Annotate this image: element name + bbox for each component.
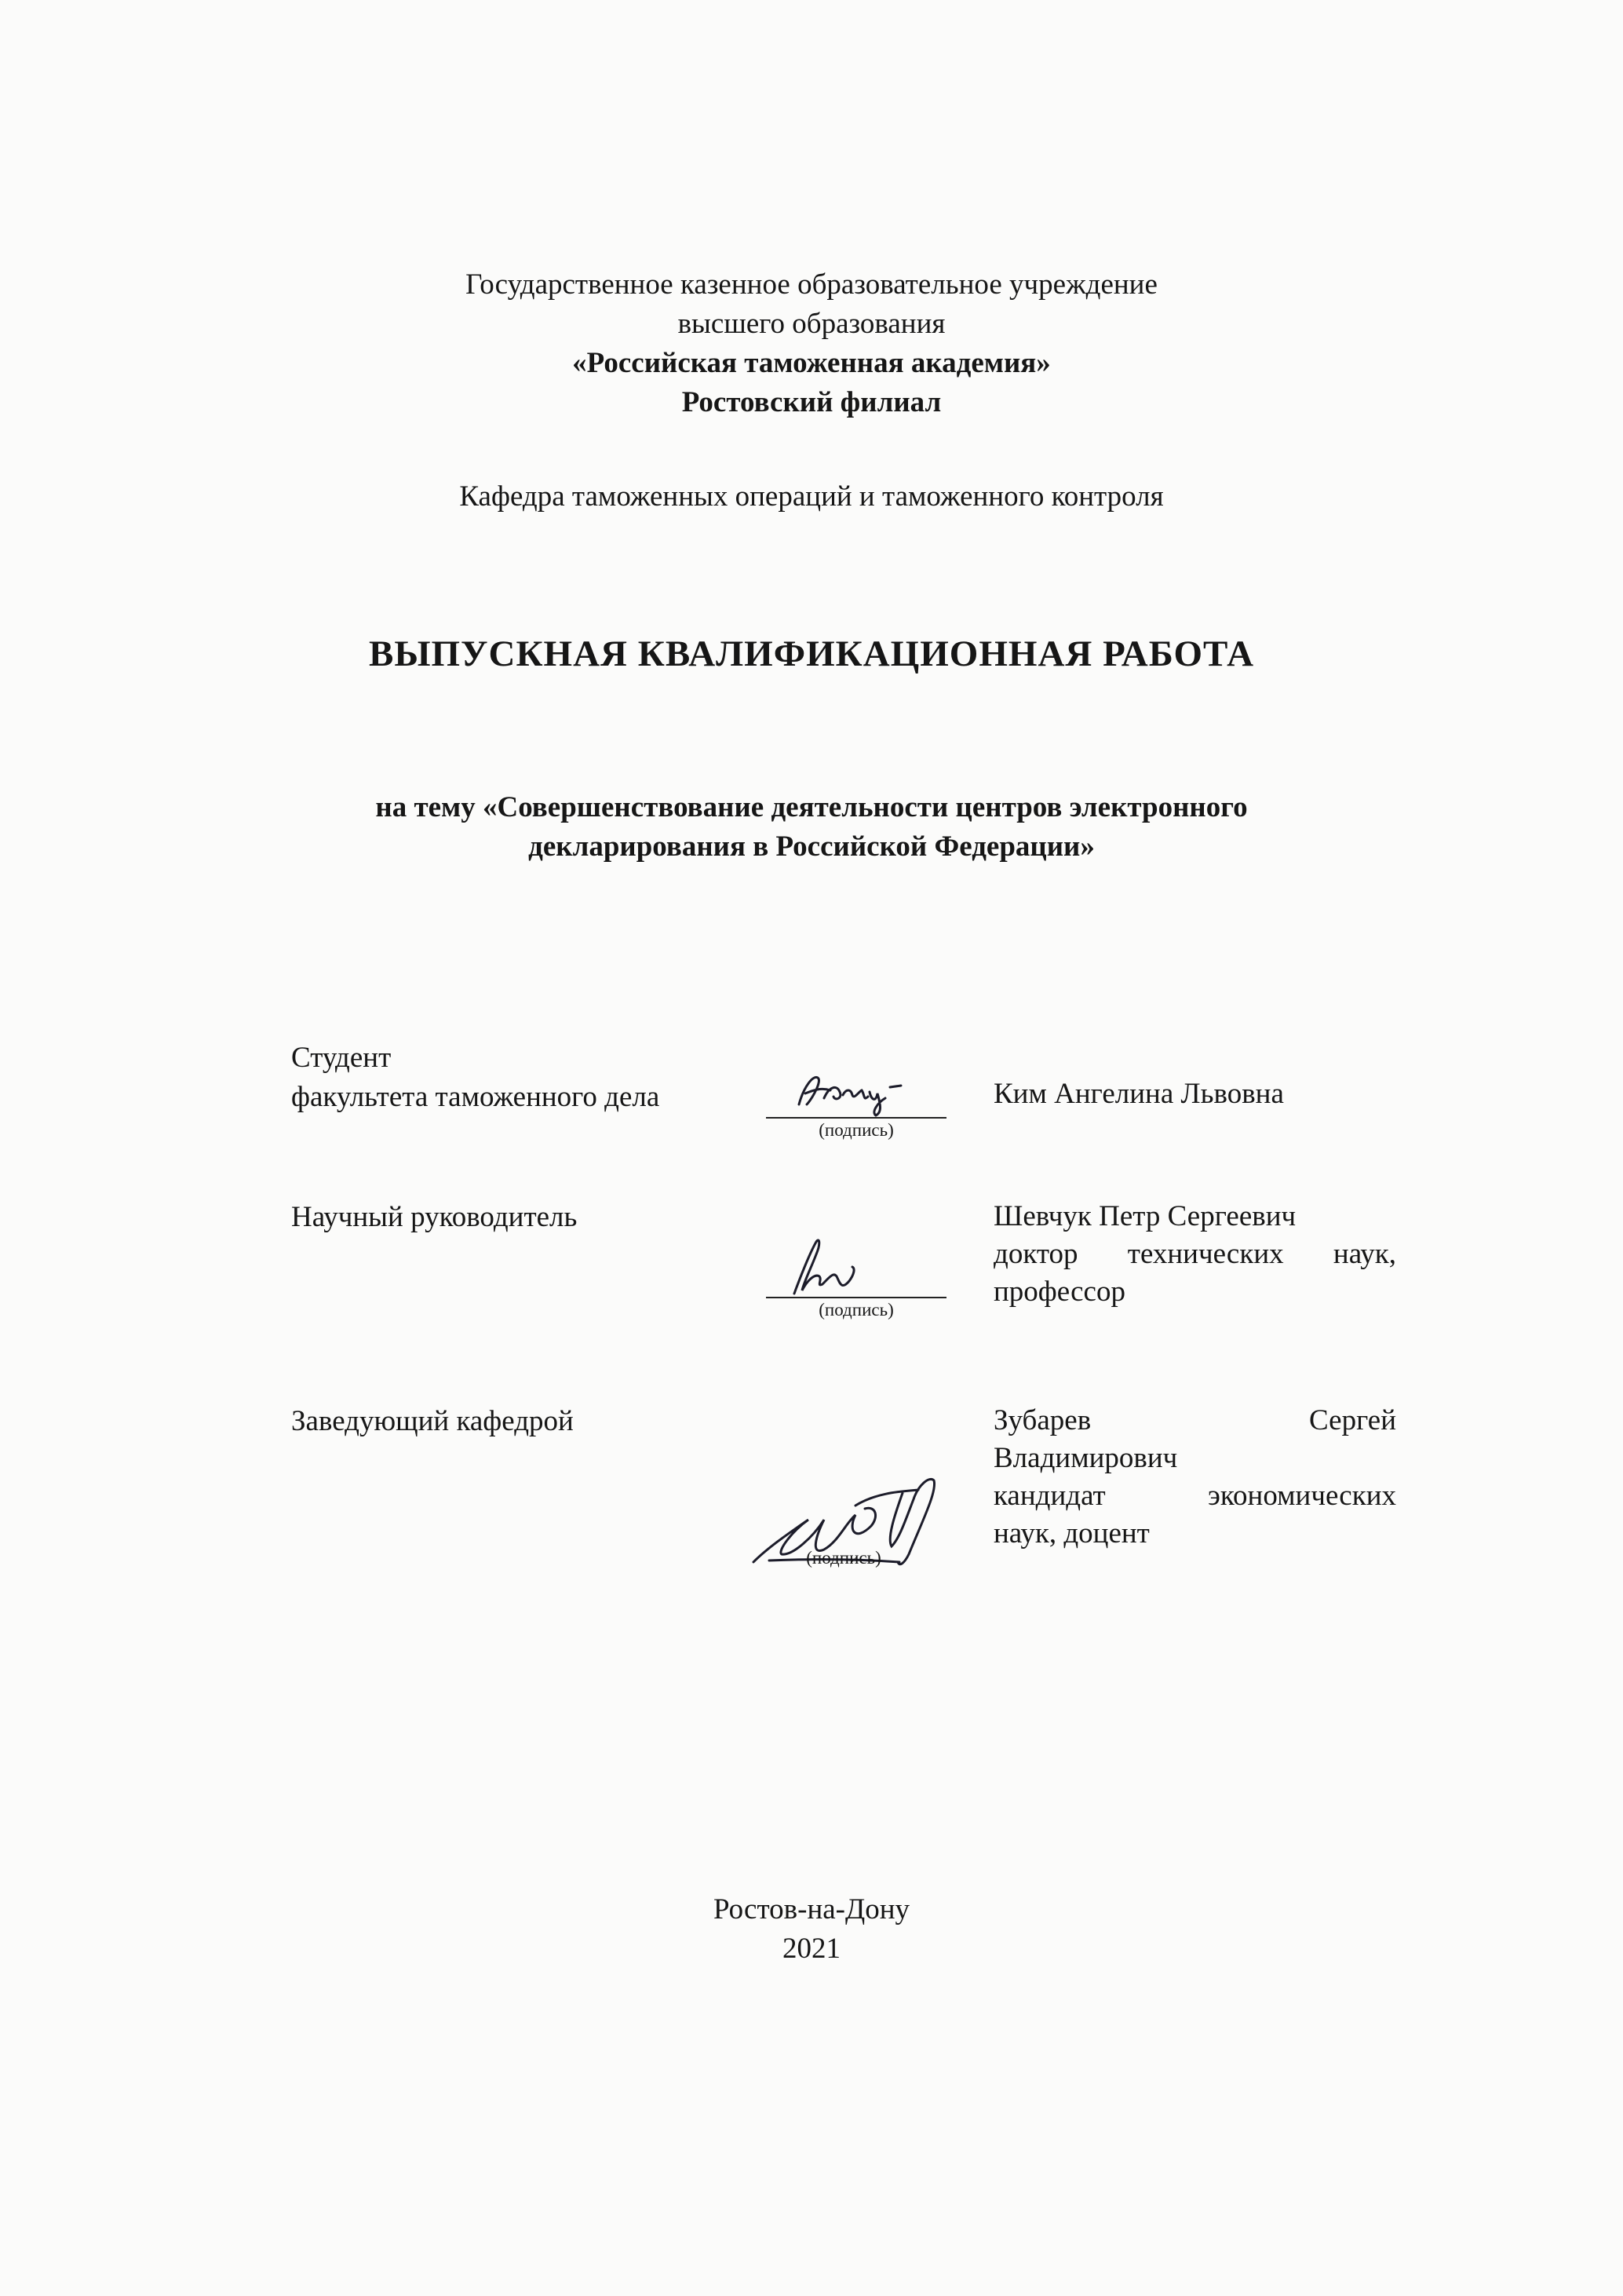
supervisor-name-block [994,1198,1396,1311]
student-name-block [994,1075,1396,1113]
institution-line-2: высшего образования [677,308,946,340]
footer-year: 2021 [782,1933,841,1965]
institution-line-1: Государственное казенное образовательное учреждение [465,268,1158,301]
footer-city: Ростов-на-Дону [713,1893,910,1926]
department-name: Кафедра таможенных операций и таможенного контроля [459,480,1164,513]
supervisor-signature [766,1232,946,1303]
head-role: Заведующий кафедрой [291,1405,574,1437]
supervisor-signature-line [766,1297,946,1298]
supervisor-name: Шевчук Петр Сергеевич [994,1200,1297,1232]
head-degree-line-1: кандидат экономических [994,1480,1396,1512]
student-name: Ким Ангелина Львовна [994,1078,1284,1110]
supervisor-role: Научный руководитель [291,1201,578,1233]
head-name-line-2: Владимирович [994,1442,1178,1474]
supervisor-degree-line-1: доктор технических наук, [994,1238,1396,1270]
head-name-block [994,1402,1396,1553]
head-signature-block [738,1444,965,1578]
document-title: ВЫПУСКНАЯ КВАЛИФИКАЦИОННАЯ РАБОТА [368,633,1255,674]
thesis-topic [0,788,1623,867]
department [0,477,1623,517]
head-signature-caption: (подпись) [806,1548,881,1568]
topic-line-2: декларирования в Российской Федерации» [528,830,1095,863]
student-signature-block [766,1064,946,1150]
supervisor-degree-line-2: профессор [994,1276,1125,1308]
student-role-line-2: факультета таможенного дела [291,1081,660,1113]
student-role [291,1038,659,1117]
student-signature-caption: (подпись) [819,1120,894,1140]
institution-header [0,265,1623,422]
student-role-line-1: Студент [291,1042,392,1074]
head-name-line-1: Зубарев Сергей [994,1404,1396,1436]
branch-name: Ростовский филиал [681,386,942,418]
academy-name: «Российская таможенная академия» [572,347,1051,379]
supervisor-signature-caption: (подпись) [819,1300,894,1320]
head-degree-line-2: наук, доцент [994,1517,1150,1550]
supervisor-signature-block [766,1232,946,1334]
topic-line-1: на тему «Совершенствование деятельности центров электронного [375,791,1248,823]
student-signature-line [766,1117,946,1119]
student-signature [766,1064,946,1119]
footer [0,1890,1623,1969]
